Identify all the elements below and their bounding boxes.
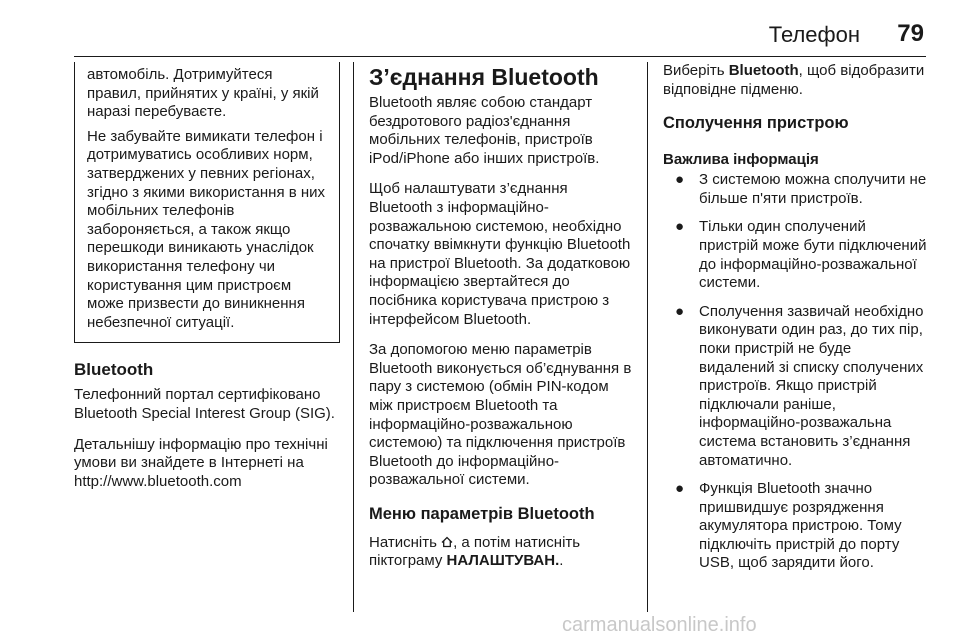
list-item-text: Функція Bluetooth значно пришвидшує розрядження акумулятора пристрою. Тому підключіть пристрій до порту USB, щоб зарядити його.: [699, 480, 902, 572]
list-item-text: Тільки один сполучений пристрій може бути підключений до інформаційно-розважальної системи.: [699, 218, 927, 292]
section-title: З’єднання Bluetooth: [369, 64, 599, 90]
details-paragraph: Детальнішу інформацію про технічні умови ви знайдете в Інтернеті на http://www.bluetooth.com: [74, 435, 328, 490]
body-paragraph: Щоб налаштувати з’єднання Bluetooth з інформаційно-розважальною системою, необхідно спочатку ввімкнути функцію Bluetooth на пристрої Bluetooth. За додатковою інформацією звертайтеся до посібника користувача пристрою з інтерфейсом Bluetooth.: [369, 180, 631, 328]
bullet-dot: ●: [675, 171, 685, 189]
column-3: [663, 62, 928, 583]
column-2: [369, 62, 633, 583]
page-header: [0, 0, 960, 62]
important-info-heading: Важлива інформація: [663, 151, 819, 169]
body-paragraph: За допомогою меню параметрів Bluetooth виконується об’єднування в пару з системою (обмін PIN-кодом між пристроєм Bluetooth та інформаційно-розважальною системою) та підключення пристроїв Bluetooth до інформаційно-розважальної системи.: [369, 341, 632, 489]
bullet-dot: ●: [675, 480, 685, 498]
intro-text-after: , щоб відобразити відповідне підменю.: [663, 62, 925, 98]
bluetooth-label: Bluetooth: [728, 62, 799, 79]
running-title: Телефон: [768, 22, 860, 47]
bullet-dot: ●: [675, 302, 685, 320]
list-item: [663, 218, 928, 292]
column-1: [74, 62, 340, 503]
select-bluetooth-instruction: [663, 62, 928, 99]
bluetooth-heading: Bluetooth: [74, 360, 154, 380]
menu-text-before: Натисніть: [369, 533, 437, 551]
settings-label: НАЛАШТУВАН.: [446, 552, 560, 570]
column-divider-2: [647, 62, 648, 612]
menu-text-middle: , а потім натисніть піктограму: [369, 533, 581, 570]
list-item: [663, 480, 928, 573]
menu-text-after: .: [559, 552, 564, 570]
list-item: [663, 303, 928, 470]
home-icon: [441, 536, 453, 548]
page-number: 79: [897, 20, 924, 47]
list-item: [663, 171, 928, 208]
warning-paragraph: автомобіль. Дотримуйтеся правил, прийнятих у країні, у якій наразі перебуваєте.: [87, 66, 319, 121]
bullet-dot: ●: [675, 218, 685, 236]
menu-instruction: [369, 534, 633, 571]
certification-paragraph: Телефонний портал сертифіковано Bluetooth Special Interest Group (SIG).: [74, 386, 335, 422]
important-info-list: [663, 171, 928, 573]
watermark: carmanualsonline.info: [562, 614, 757, 636]
header-rule: [74, 56, 926, 57]
list-item-text: З системою можна сполучити не більше п'яти пристроїв.: [699, 171, 927, 207]
body-paragraph: Bluetooth являє собою стандарт бездротового радіоз'єднання мобільних телефонів, пристроїв iPod/iPhone або інших пристроїв.: [369, 94, 600, 167]
warning-box: [74, 62, 340, 343]
menu-heading: Меню параметрів Bluetooth: [369, 504, 595, 523]
intro-text-before: Виберіть: [663, 62, 725, 79]
column-divider-1: [353, 62, 354, 612]
warning-paragraph: Не забувайте вимикати телефон і дотримуватись особливих норм, затверджених у певних регіонах, згідно з якими використання в них мобільних телефонів забороняється, а також якщо перешкоди виникають унаслідок використання телефону чи користування цим пристроєм може призвести до виникнення небезпечної ситуації.: [87, 127, 326, 331]
list-item-text: Сполучення зазвичай необхідно виконувати один раз, до тих пір, поки пристрій не буде видалений зі списку сполучених пристроїв. Якщо пристрій підключали раніше, інформаційно-розважальна система встановить з’єднання автоматично.: [699, 302, 924, 469]
pairing-heading: Сполучення пристрою: [663, 114, 849, 133]
